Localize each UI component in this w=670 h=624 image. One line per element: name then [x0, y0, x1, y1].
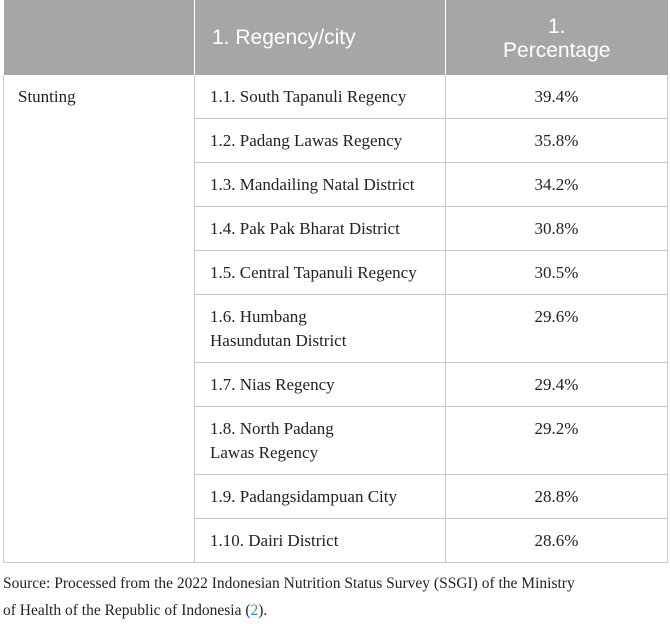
region-cell-line2: Hasundutan District	[210, 331, 347, 350]
header-region: 1. Regency/city	[195, 0, 446, 75]
region-cell: 1.7. Nias Regency	[195, 363, 446, 407]
header-percentage	[446, 0, 668, 75]
region-cell-line1: 1.6. Humbang	[210, 307, 307, 326]
source-line2	[3, 597, 667, 624]
percentage-cell: 29.2%	[446, 407, 668, 475]
table-row	[4, 75, 668, 119]
region-cell-line2: Lawas Regency	[210, 443, 319, 462]
region-cell: 1.1. South Tapanuli Regency	[195, 75, 446, 119]
percentage-cell: 29.6%	[446, 295, 668, 363]
source-line2-suffix: ).	[258, 602, 268, 619]
region-cell: 1.2. Padang Lawas Regency	[195, 119, 446, 163]
percentage-cell: 29.4%	[446, 363, 668, 407]
region-cell-line1: 1.8. North Padang	[210, 419, 334, 438]
region-cell: 1.10. Dairi District	[195, 519, 446, 563]
percentage-cell: 30.8%	[446, 207, 668, 251]
region-cell: 1.9. Padangsidampuan City	[195, 475, 446, 519]
header-percentage-line1: 1.	[547, 14, 566, 38]
region-cell: 1.4. Pak Pak Bharat District	[195, 207, 446, 251]
category-cell: Stunting	[4, 75, 195, 563]
source-line2-prefix: of Health of the Republic of Indonesia (	[3, 602, 251, 619]
percentage-cell: 35.8%	[446, 119, 668, 163]
table-container	[3, 0, 667, 624]
percentage-cell: 39.4%	[446, 75, 668, 119]
region-cell	[195, 407, 446, 475]
header-category	[4, 0, 195, 75]
region-cell: 1.5. Central Tapanuli Regency	[195, 251, 446, 295]
region-cell	[195, 295, 446, 363]
percentage-cell: 28.6%	[446, 519, 668, 563]
region-cell: 1.3. Mandailing Natal District	[195, 163, 446, 207]
reference-link[interactable]: 2	[250, 602, 259, 619]
source-note	[3, 570, 667, 624]
header-percentage-line2: Percentage	[503, 38, 611, 62]
stunting-table	[3, 0, 668, 563]
source-line1: Source: Processed from the 2022 Indonesian Nutrition Status Survey (SSGI) of the Ministry	[3, 575, 575, 592]
percentage-cell: 28.8%	[446, 475, 668, 519]
table-header-row	[4, 0, 668, 75]
percentage-cell: 34.2%	[446, 163, 668, 207]
percentage-cell: 30.5%	[446, 251, 668, 295]
